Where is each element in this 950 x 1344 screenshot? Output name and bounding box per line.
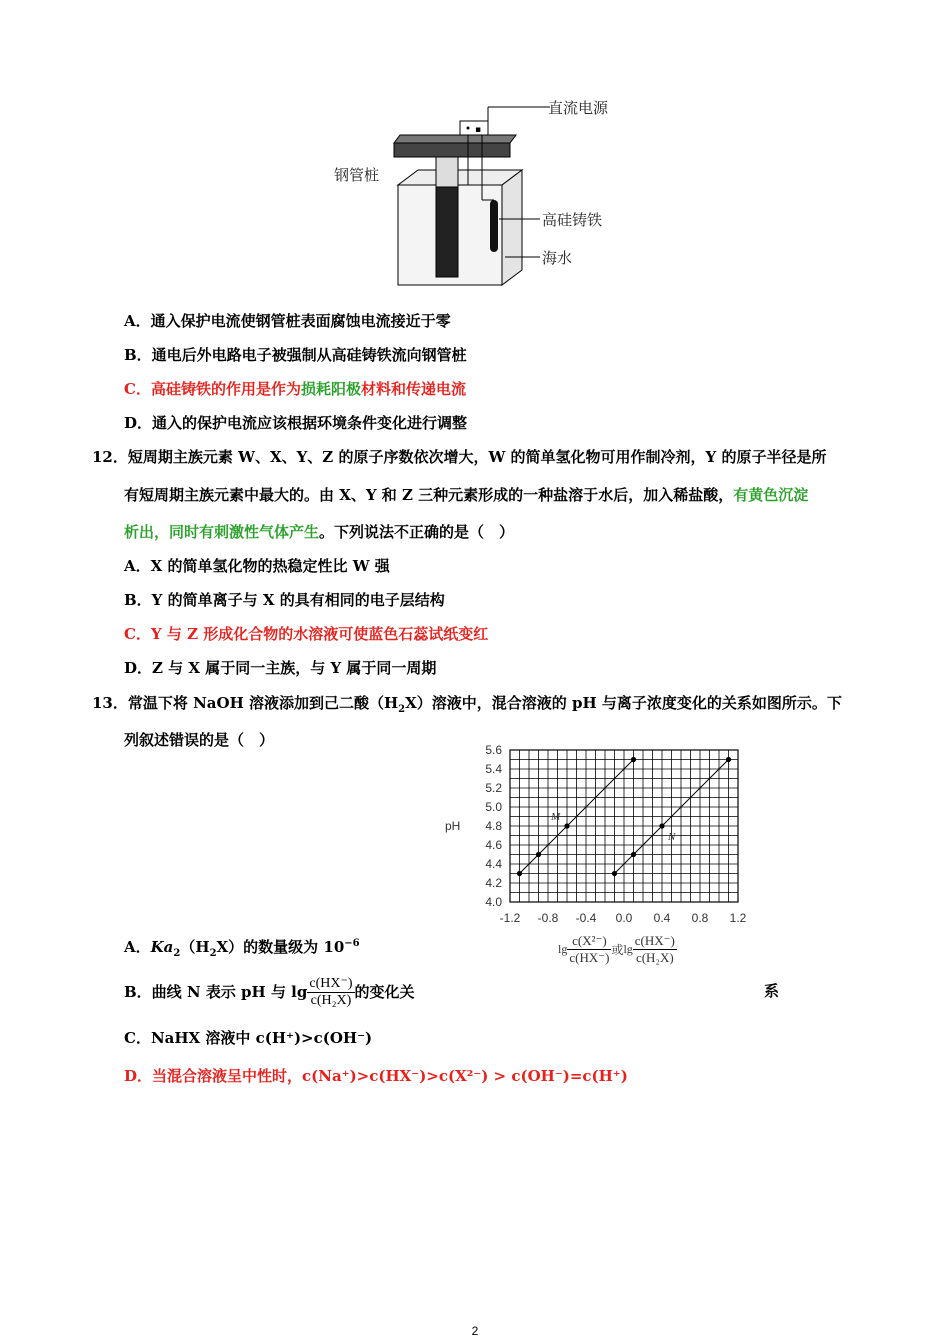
q11-c-highlight: 损耗阳极: [300, 380, 361, 398]
series-annotation-N: N: [668, 831, 676, 843]
xlabel-frac1: [567, 933, 611, 966]
q13-stem-line2: 列叙述错误的是（ ）: [124, 731, 275, 749]
q11-c-post: 材料和传递电流: [360, 380, 466, 398]
data-point-N: [659, 823, 664, 828]
anode-label: 高硅铸铁: [542, 211, 603, 229]
q12-option-a: A．X 的简单氢化物的热稳定性比 W 强: [124, 557, 390, 575]
x-tick-label: -1.2: [499, 911, 521, 925]
q11-option-d: D．通入的保护电流应该根据环境条件变化进行调整: [124, 414, 468, 432]
q12-option-c: C．Y 与 Z 形成化合物的水溶液可使蓝色石蕊试纸变红: [124, 625, 489, 643]
q11-option-c: [124, 379, 466, 399]
q13-b-den: c(H₂X): [310, 992, 352, 1008]
ph-chart: [440, 742, 760, 928]
q13-b-num: c(HX⁻): [309, 975, 353, 991]
q13-a-exp: −6: [344, 938, 360, 949]
q13-a-sub2: 2: [209, 948, 217, 959]
q11-option-a: A．通入保护电流使钢管桩表面腐蚀电流接近于零: [124, 312, 451, 330]
y-tick-label: 5.0: [485, 800, 502, 814]
electrochemical-protection-diagram: [380, 95, 550, 290]
data-point-N: [612, 871, 617, 876]
xlabel-den2: c(H₂X): [635, 950, 674, 965]
x-tick-label: 0.4: [653, 911, 671, 925]
q12-option-b: B．Y 的简单离子与 X 的具有相同的电子层结构: [124, 591, 445, 609]
xlabel-num2: c(HX⁻): [634, 933, 675, 948]
q13-a-mid: （H: [180, 938, 210, 956]
series-annotation-M: M: [551, 811, 561, 823]
q13-stem-b: X）溶液中，混合溶液的 pH 与离子浓度变化的关系如图所示。下: [405, 694, 842, 712]
data-point-M: [536, 852, 541, 857]
xlabel-or: 或: [611, 943, 624, 957]
data-point-N: [631, 852, 636, 857]
q12-stem-line3-text: 。下列说法不正确的是（ ）: [319, 523, 515, 541]
q12-highlight-2: 析出，同时有刺激性气体产生: [124, 523, 320, 541]
q11-c-pre: C．高硅铸铁的作用是作为: [124, 380, 301, 398]
page-number: 2: [471, 1324, 479, 1338]
q12-option-d: D．Z 与 X 属于同一主族，与 Y 属于同一周期: [124, 659, 437, 677]
q12-stem-line1: 12．短周期主族元素 W、X、Y、Z 的原子序数依次增大，W 的简单氢化物可用作制冷剂，Y 的原子半径是所: [92, 448, 827, 466]
y-tick-label: 5.6: [485, 743, 502, 757]
q13-option-d: D．当混合溶液呈中性时，c(Na⁺)>c(HX⁻)>c(X²⁻) > c(OH⁻)=c(H⁺): [124, 1067, 628, 1085]
y-tick-label: 5.2: [485, 781, 502, 795]
q13-a-post: X）的数量级为 10: [216, 938, 345, 956]
q12-highlight-1: 有黄色沉淀: [733, 486, 809, 504]
data-point-N: [726, 757, 731, 762]
y-tick-label: 4.6: [485, 838, 502, 852]
y-tick-label: 4.8: [485, 819, 502, 833]
data-point-M: [564, 823, 569, 828]
x-tick-label: -0.8: [537, 911, 559, 925]
svg-text:▪: ▪: [475, 125, 482, 135]
xlabel-num1: c(X²⁻): [567, 933, 611, 950]
q13-a-pre: A．: [124, 938, 151, 956]
q13-a-ka: Ka: [150, 938, 174, 956]
q13-stem-line1: [92, 693, 842, 720]
seawater-label: 海水: [542, 249, 573, 267]
q12-stem-line2: [124, 485, 808, 505]
q13-a-sub: 2: [173, 948, 181, 959]
q13-stem-a: 13．常温下将 NaOH 溶液添加到己二酸（H: [92, 694, 399, 712]
y-axis-label: pH: [445, 819, 461, 833]
q13-b-pre: B．曲线 N 表示 pH 与 lg: [124, 983, 308, 1001]
xlabel-frac2: [633, 933, 677, 966]
x-tick-label: -0.4: [575, 911, 597, 925]
q12-stem-line3: [124, 522, 514, 542]
x-tick-label: 0.8: [691, 911, 709, 925]
q13-stem-sub: 2: [398, 704, 406, 715]
power-source-label: 直流电源: [548, 99, 609, 117]
q12-stem-line2-text: 有短周期主族元素中最大的。由 X、Y 和 Z 三种元素形成的一种盐溶于水后，加入稀盐酸，: [124, 486, 734, 504]
x-tick-label: 0.0: [615, 911, 633, 925]
xlabel-lg1: lg: [558, 942, 568, 956]
q13-b-frac: [307, 976, 354, 1009]
xlabel-lg2: lg: [623, 942, 633, 956]
q13-option-b-tail: 系: [764, 982, 780, 1000]
y-tick-label: 4.0: [485, 895, 502, 909]
q13-option-b: [124, 972, 415, 1011]
q13-b-post: 的变化关: [354, 983, 415, 1001]
y-tick-label: 5.4: [485, 762, 502, 776]
chart-xlabel: [558, 933, 677, 966]
steel-pile-label: 钢管桩: [334, 166, 380, 184]
xlabel-den1: c(HX⁻): [569, 950, 610, 965]
q11-option-b: B．通电后外电路电子被强制从高硅铸铁流向钢管桩: [124, 346, 467, 364]
y-tick-label: 4.4: [485, 857, 502, 871]
data-point-M: [631, 757, 636, 762]
q13-option-a: [124, 934, 360, 964]
y-tick-label: 4.2: [485, 876, 502, 890]
data-point-M: [517, 871, 522, 876]
x-tick-label: 1.2: [729, 911, 747, 925]
q13-option-c: C．NaHX 溶液中 c(H⁺)>c(OH⁻): [124, 1029, 373, 1047]
